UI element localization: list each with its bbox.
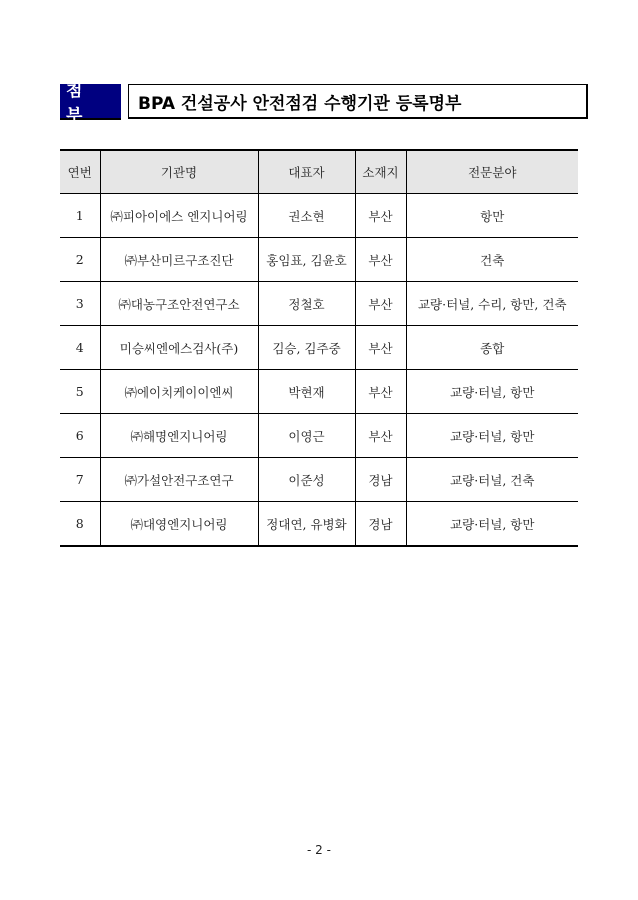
cell-loc: 경남 <box>355 458 406 502</box>
cell-no: 3 <box>60 282 100 326</box>
col-header-loc: 소재지 <box>355 150 406 194</box>
attachment-tag-label: 첨 부 <box>66 81 89 126</box>
col-header-no: 연번 <box>60 150 100 194</box>
col-header-rep: 대표자 <box>258 150 355 194</box>
attachment-title-bar <box>60 81 578 126</box>
cell-no: 2 <box>60 238 100 282</box>
cell-no: 4 <box>60 326 100 370</box>
cell-org: ㈜대영엔지니어링 <box>100 502 258 547</box>
cell-org: 미승씨엔에스검사(주) <box>100 326 258 370</box>
cell-loc: 경남 <box>355 502 406 547</box>
cell-field: 교량·터널, 수리, 항만, 건축 <box>406 282 578 326</box>
cell-loc: 부산 <box>355 194 406 238</box>
cell-rep: 이영근 <box>258 414 355 458</box>
cell-field: 교량·터널, 항만 <box>406 414 578 458</box>
cell-no: 1 <box>60 194 100 238</box>
table-row <box>60 370 578 414</box>
attachment-tag <box>60 81 121 126</box>
cell-loc: 부산 <box>355 238 406 282</box>
registry-table <box>60 149 578 547</box>
cell-rep: 김승, 김주중 <box>258 326 355 370</box>
cell-field: 교량·터널, 항만 <box>406 370 578 414</box>
cell-org: ㈜부산미르구조진단 <box>100 238 258 282</box>
cell-field: 종합 <box>406 326 578 370</box>
cell-no: 7 <box>60 458 100 502</box>
table-row <box>60 414 578 458</box>
table-row <box>60 326 578 370</box>
cell-rep: 권소현 <box>258 194 355 238</box>
cell-field: 항만 <box>406 194 578 238</box>
cell-rep: 박현재 <box>258 370 355 414</box>
cell-rep: 홍임표, 김윤호 <box>258 238 355 282</box>
table-row <box>60 458 578 502</box>
cell-org: ㈜대농구조안전연구소 <box>100 282 258 326</box>
table-row <box>60 238 578 282</box>
col-header-org: 기관명 <box>100 150 258 194</box>
col-header-field: 전문분야 <box>406 150 578 194</box>
table-header-row <box>60 150 578 194</box>
cell-org: ㈜피아이에스 엔지니어링 <box>100 194 258 238</box>
cell-field: 교량·터널, 건축 <box>406 458 578 502</box>
cell-loc: 부산 <box>355 370 406 414</box>
page-number: - 2 - <box>307 843 331 857</box>
cell-field: 건축 <box>406 238 578 282</box>
cell-no: 5 <box>60 370 100 414</box>
document-title: BPA 건설공사 안전점검 수행기관 등록명부 <box>128 84 588 119</box>
cell-loc: 부산 <box>355 282 406 326</box>
cell-field: 교량·터널, 항만 <box>406 502 578 547</box>
table-row <box>60 502 578 547</box>
cell-rep: 정철호 <box>258 282 355 326</box>
cell-org: ㈜가설안전구조연구 <box>100 458 258 502</box>
cell-org: ㈜해명엔지니어링 <box>100 414 258 458</box>
cell-loc: 부산 <box>355 414 406 458</box>
cell-no: 6 <box>60 414 100 458</box>
table-row <box>60 282 578 326</box>
cell-rep: 이준성 <box>258 458 355 502</box>
cell-rep: 정대연, 유병화 <box>258 502 355 547</box>
cell-no: 8 <box>60 502 100 547</box>
cell-org: ㈜에이치케이이엔씨 <box>100 370 258 414</box>
table-row <box>60 194 578 238</box>
cell-loc: 부산 <box>355 326 406 370</box>
